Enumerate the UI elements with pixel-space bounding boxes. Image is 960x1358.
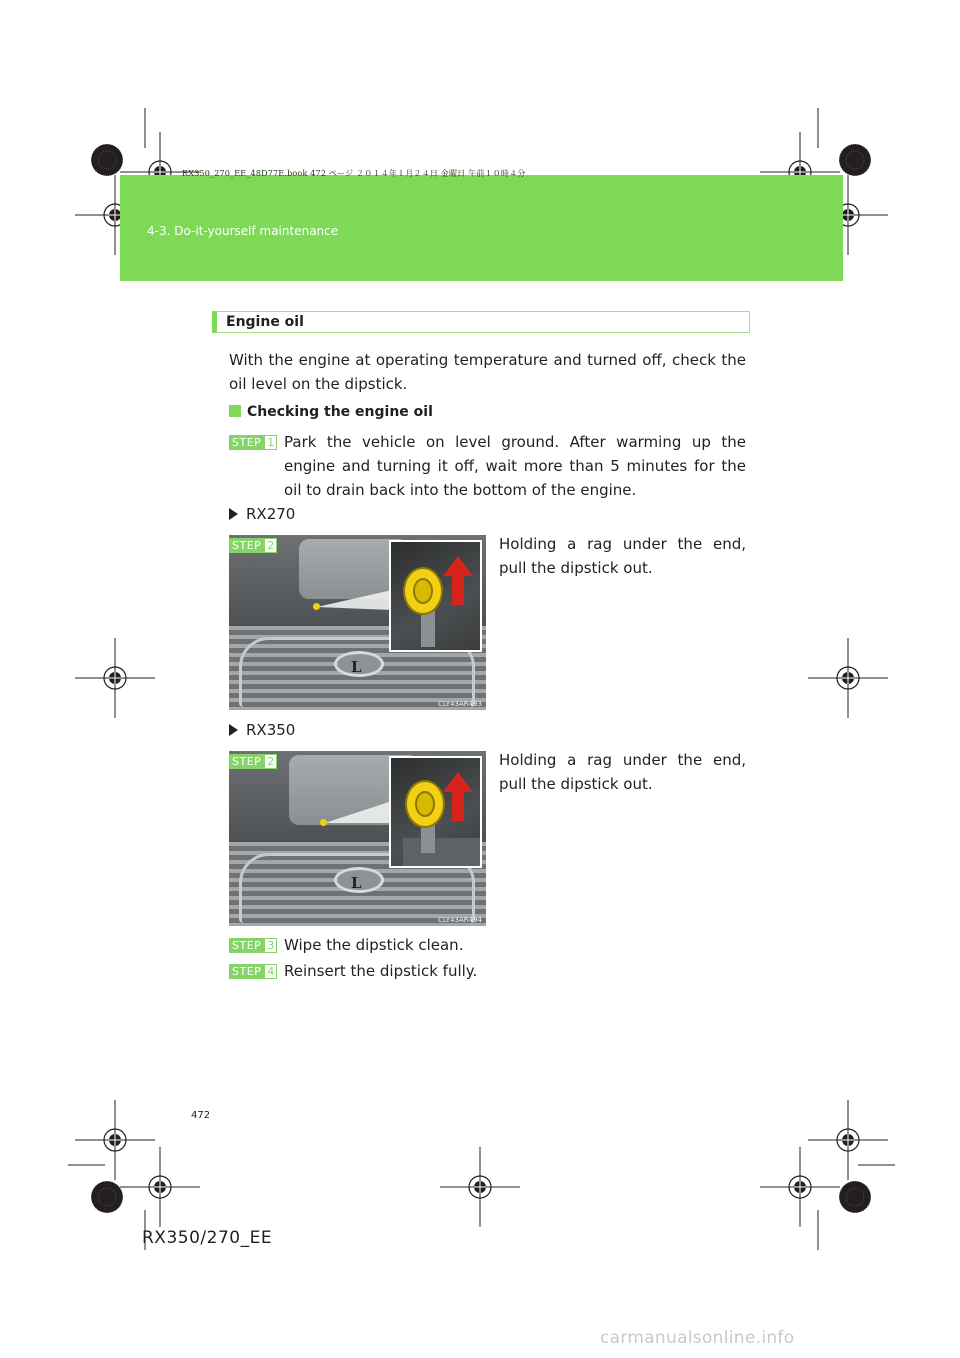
image-code: CLY43AR493 [437, 700, 482, 708]
step-4-badge [229, 964, 277, 979]
dipstick-closeup [389, 540, 482, 652]
step-label: STEP [229, 964, 264, 979]
engine-photo-rx270: L CLY43AR493 [229, 535, 486, 710]
step-2-badge-rx270 [229, 538, 277, 553]
step-3-badge [229, 938, 277, 953]
intro-paragraph: With the engine at operating temperature and turned off, check the oil level on the dipstick. [229, 351, 746, 393]
pull-arrow-icon [443, 772, 473, 792]
step-number: 4 [264, 964, 277, 979]
dipstick-location [320, 819, 327, 826]
triangle-bullet-icon [229, 724, 238, 736]
model-heading-rx270 [229, 505, 295, 523]
step-number: 2 [264, 754, 277, 769]
step-2-text-rx270: Holding a rag under the end, pull the dipstick out. [499, 535, 746, 577]
step-1-badge [229, 435, 277, 450]
step-label: STEP [229, 538, 264, 553]
step-2-text-rx350: Holding a rag under the end, pull the dipstick out. [499, 751, 746, 793]
print-info-line: RX350_270_EE_48D77E.book 472 ページ ２０１４年１月２４日 金曜日 午前１０時４分 [182, 169, 526, 178]
watermark: carmanualsonline.info [600, 1328, 795, 1348]
subheading [229, 404, 433, 420]
triangle-bullet-icon [229, 508, 238, 520]
subheading-text: Checking the engine oil [247, 404, 433, 420]
engine-photo-rx350: L CLY43AR494 [229, 751, 486, 926]
pull-arrow-icon [443, 556, 473, 576]
section-title: Engine oil [226, 314, 304, 330]
dipstick-location [313, 603, 320, 610]
step-3-text: Wipe the dipstick clean. [284, 936, 464, 954]
page-number: 472 [191, 1110, 211, 1121]
step-label: STEP [229, 938, 264, 953]
step-number: 3 [264, 938, 277, 953]
dipstick-closeup [389, 756, 482, 868]
model-name: RX350 [246, 721, 296, 739]
step-1-text: Park the vehicle on level ground. After warming up the engine and turning it off, wait more than 5 minutes for the oil to drain back into the bottom of the engine. [284, 433, 746, 499]
step-label: STEP [229, 435, 264, 450]
image-code: CLY43AR494 [437, 916, 482, 924]
square-bullet-icon [229, 405, 241, 417]
step-number: 1 [264, 435, 277, 450]
step-4-text: Reinsert the dipstick fully. [284, 962, 478, 980]
step-label: STEP [229, 754, 264, 769]
model-heading-rx350 [229, 721, 295, 739]
step-2-badge-rx350 [229, 754, 277, 769]
footer-model-code: RX350/270_EE [142, 1228, 273, 1248]
section-breadcrumb: 4-3. Do-it-yourself maintenance [147, 224, 339, 238]
step-number: 2 [264, 538, 277, 553]
model-name: RX270 [246, 505, 296, 523]
